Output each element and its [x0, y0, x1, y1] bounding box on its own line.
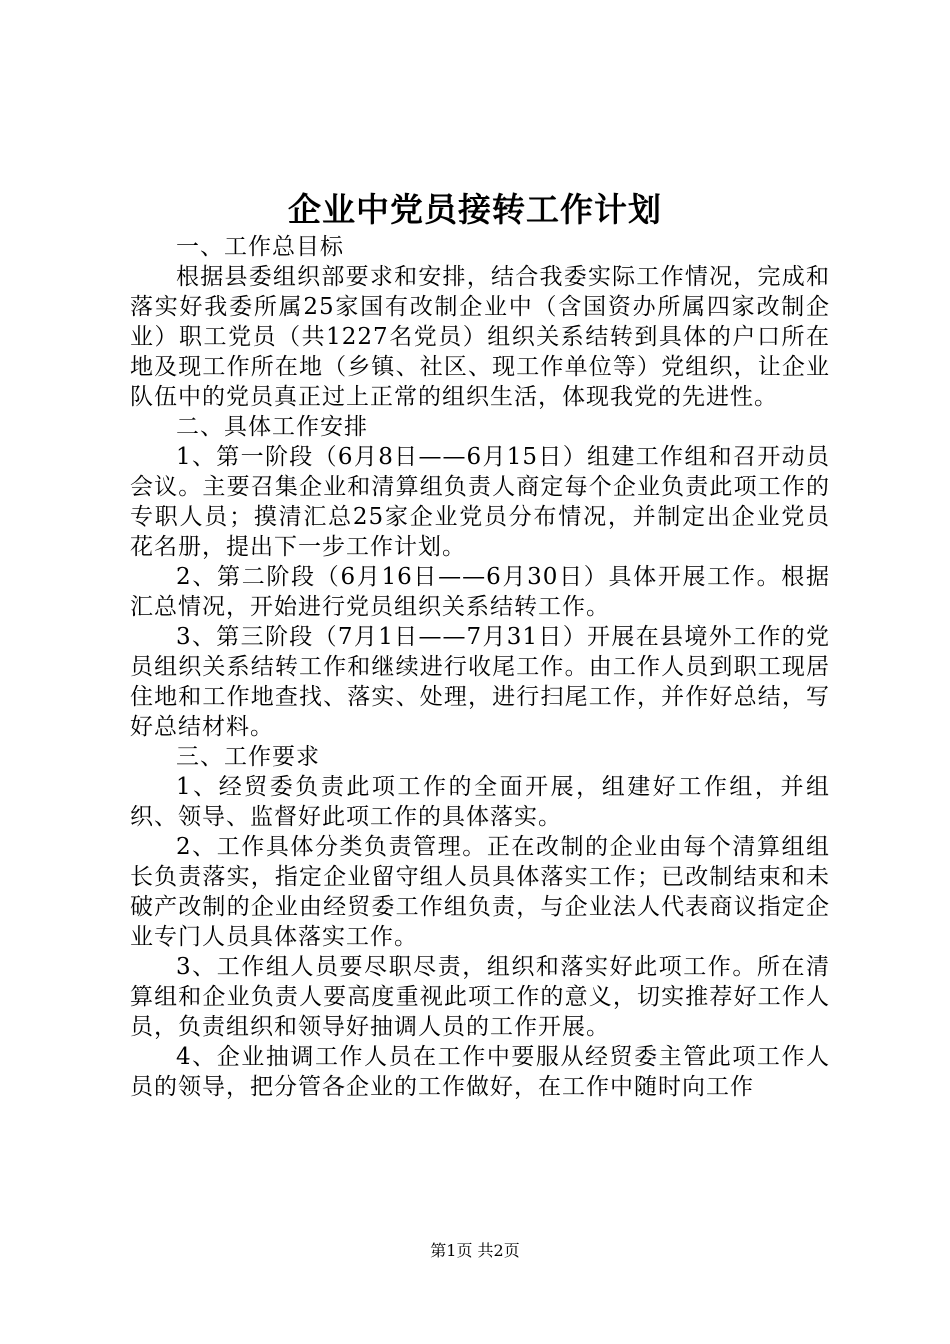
section-heading-1: 一、工作总目标 — [176, 234, 344, 260]
page-footer: 第1页 共2页 — [430, 1241, 520, 1260]
paragraph: 4、企业抽调工作人员在工作中要服从经贸委主管此项工作人员的领导，把分管各企业的工作做好，在工作中随时向工作 — [130, 1044, 830, 1100]
document-title: 企业中党员接转工作计划 — [288, 190, 662, 229]
section-heading-3: 三、工作要求 — [176, 744, 320, 770]
document-body — [130, 232, 830, 1102]
paragraph: 3、工作组人员要尽职尽责，组织和落实好此项工作。所在清算组和企业负责人要高度重视此项工作的意义，切实推荐好工作人员，负责组织和领导好抽调人员的工作开展。 — [130, 954, 830, 1040]
paragraph: 3、第三阶段（7月1日——7月31日）开展在县境外工作的党员组织关系结转工作和继续进行收尾工作。由工作人员到职工现居住地和工作地查找、落实、处理，进行扫尾工作，并作好总结，写好总结材料。 — [130, 624, 830, 740]
paragraph: 1、第一阶段（6月8日——6月15日）组建工作组和召开动员会议。主要召集企业和清算组负责人商定每个企业负责此项工作的专职人员；摸清汇总25家企业党员分布情况，并制定出企业党员花名册，提出下一步工作计划。 — [130, 444, 830, 560]
paragraph: 2、第二阶段（6月16日——6月30日）具体开展工作。根据汇总情况，开始进行党员组织关系结转工作。 — [130, 564, 830, 620]
paragraph: 2、工作具体分类负责管理。正在改制的企业由每个清算组组长负责落实，指定企业留守组人员具体落实工作；已改制结束和未破产改制的企业由经贸委工作组负责，与企业法人代表商议指定企业专门人员具体落实工作。 — [130, 834, 830, 950]
paragraph: 根据县委组织部要求和安排，结合我委实际工作情况，完成和落实好我委所属25家国有改制企业中（含国资办所属四家改制企业）职工党员（共1227名党员）组织关系结转到具体的户口所在地及现工作所在地（乡镇、社区、现工作单位等）党组织，让企业队伍中的党员真正过上正常的组织生活，体现我党的先进性。 — [130, 264, 830, 410]
section-heading-2: 二、具体工作安排 — [176, 414, 368, 440]
paragraph: 1、经贸委负责此项工作的全面开展，组建好工作组，并组织、领导、监督好此项工作的具体落实。 — [130, 774, 830, 830]
